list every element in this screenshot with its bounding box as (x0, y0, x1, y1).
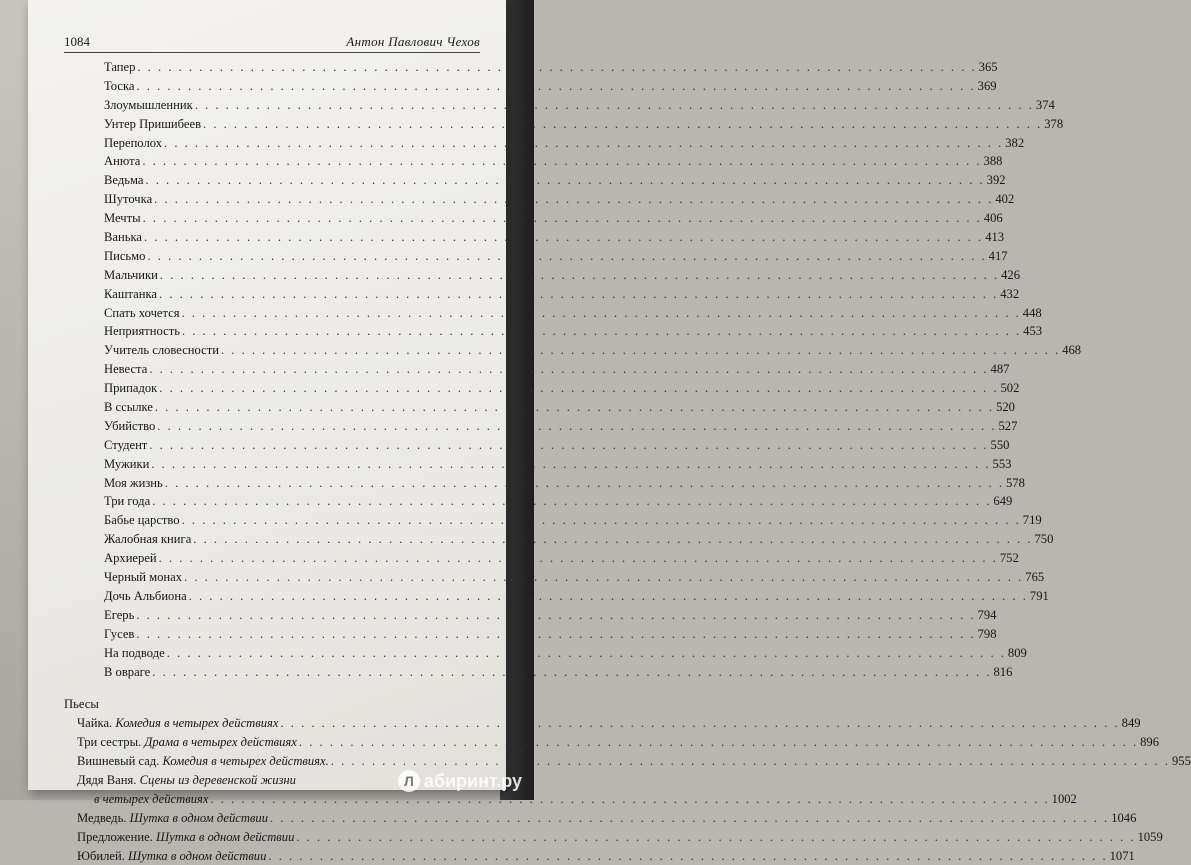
stories-list (64, 58, 1082, 681)
entry-title: Гусев (104, 626, 135, 641)
leader-dots (270, 809, 1109, 828)
entry-title: Ведьма (104, 173, 144, 188)
entry-page: 426 (1001, 267, 1020, 282)
entry-title: Спать хочется (104, 305, 180, 320)
entry-title: Студент (104, 437, 148, 452)
leader-dots (149, 360, 988, 379)
toc-entry (64, 549, 1019, 568)
toc-entry (64, 115, 1064, 134)
leader-dots (331, 752, 1170, 771)
leader-dots (143, 209, 982, 228)
leader-dots (182, 511, 1021, 530)
entry-title: Три сестры. (77, 735, 142, 750)
toc-entry (64, 752, 1191, 771)
leader-dots (159, 285, 998, 304)
leader-dots (210, 790, 1049, 809)
leader-dots (296, 828, 1135, 847)
entry-subtitle: Комедия в четырех действиях. (162, 754, 329, 769)
toc-entry (64, 360, 1010, 379)
toc-entry (64, 714, 1141, 733)
leader-dots (268, 847, 1107, 865)
leader-dots (160, 266, 999, 285)
entry-page: 382 (1005, 135, 1025, 150)
entry-title: Учитель словесности (104, 343, 219, 358)
toc-entry (64, 474, 1025, 493)
toc-entry (64, 455, 1012, 474)
entry-page: 896 (1140, 735, 1159, 750)
plays-heading: Пьесы (64, 697, 99, 712)
leader-dots (137, 58, 976, 77)
toc-entry (64, 228, 1005, 247)
leader-dots (203, 115, 1042, 134)
author-name: Антон Павлович Чехов (346, 34, 480, 49)
toc-entry (64, 436, 1010, 455)
leader-dots (142, 152, 981, 171)
toc-entry (64, 304, 1042, 323)
toc-entry (64, 247, 1008, 266)
entry-title: Бабье царство (104, 513, 180, 528)
entry-title: Три года (104, 494, 151, 509)
entry-page: 448 (1022, 305, 1042, 320)
entry-title: Дочь Альбиона (104, 588, 187, 603)
book-page (28, 0, 1191, 863)
entry-title: Анюта (104, 154, 141, 169)
entry-title: Черный монах (104, 570, 183, 585)
toc-entry (64, 568, 1045, 587)
entry-title: Медведь. (77, 810, 127, 825)
toc-entry (64, 530, 1054, 549)
entry-title: В ссылке (104, 400, 153, 415)
leader-dots (136, 77, 975, 96)
entry-title: Предложение. (77, 829, 153, 844)
leader-dots (149, 436, 988, 455)
leader-dots (136, 625, 975, 644)
toc-entry-continuation (64, 790, 1077, 809)
toc-entry (64, 322, 1043, 341)
entry-subtitle: Комедия в четырех действиях (115, 716, 279, 731)
leader-dots (144, 228, 983, 247)
entry-page: 798 (977, 626, 997, 641)
entry-page: 809 (1007, 645, 1027, 660)
entry-subtitle: Сцены из деревенской жизни (139, 772, 296, 787)
entry-title: Убийство (104, 418, 156, 433)
running-header (64, 30, 480, 53)
entry-subtitle: Драма в четырех действиях (144, 735, 297, 750)
toc-entry (64, 152, 1003, 171)
entry-title: Архиерей (104, 551, 157, 566)
entry-page: 1071 (1109, 848, 1135, 863)
toc-entry (64, 847, 1135, 865)
toc-entry (64, 492, 1013, 511)
watermark-text: абиринт.ру (423, 770, 522, 791)
entry-page: 374 (1035, 97, 1055, 112)
entry-page: 553 (992, 456, 1012, 471)
entry-title: Невеста (104, 362, 148, 377)
leader-dots (159, 379, 998, 398)
toc-entry (64, 134, 1025, 153)
entry-page: 1002 (1051, 791, 1077, 806)
entry-title: Жалобная книга (104, 532, 192, 547)
leader-dots (151, 455, 990, 474)
toc-entry (64, 285, 1020, 304)
leader-dots (193, 530, 1032, 549)
page-number: 1084 (64, 34, 90, 49)
toc-entry (64, 828, 1163, 847)
entry-subtitle: в четырех действиях (94, 791, 209, 806)
leader-dots (165, 474, 1004, 493)
entry-page: 392 (986, 173, 1006, 188)
toc-entry (64, 209, 1003, 228)
entry-title: Каштанка (104, 286, 158, 301)
toc-entry (64, 809, 1137, 828)
entry-title: Вишневый сад. (77, 754, 160, 769)
entry-title: Чайка. (77, 716, 113, 731)
toc-entry (64, 266, 1020, 285)
toc-entry (64, 58, 998, 77)
entry-title: На подводе (104, 645, 165, 660)
leader-dots (299, 733, 1138, 752)
toc-entry (64, 398, 1015, 417)
toc-entry (64, 96, 1055, 115)
entry-page: 719 (1022, 513, 1042, 528)
entry-title: Моя жизнь (104, 475, 163, 490)
entry-page: 365 (978, 60, 998, 74)
entry-title: Мечты (104, 211, 141, 226)
entry-page: 402 (995, 192, 1015, 207)
toc-entry (64, 171, 1006, 190)
leader-dots (164, 134, 1003, 153)
leader-dots (221, 341, 1060, 360)
entry-page: 752 (999, 551, 1019, 566)
entry-title: Злоумышленник (104, 97, 193, 112)
entry-page: 520 (996, 400, 1015, 415)
entry-page: 388 (983, 154, 1003, 169)
entry-page: 765 (1025, 570, 1045, 585)
entry-title: Шуточка (104, 192, 153, 207)
entry-page: 378 (1044, 116, 1064, 131)
toc-entry (64, 341, 1082, 360)
entry-page: 750 (1034, 532, 1054, 547)
entry-page: 550 (990, 437, 1010, 452)
leader-dots (189, 587, 1028, 606)
entry-page: 468 (1062, 343, 1082, 358)
table-of-contents (64, 58, 1191, 865)
entry-page: 649 (993, 494, 1013, 509)
entry-page: 849 (1121, 716, 1141, 731)
entry-title: Егерь (104, 607, 135, 622)
entry-page: 417 (988, 248, 1008, 263)
entry-title: Неприятность (104, 324, 180, 339)
toc-entry (64, 663, 1013, 682)
leader-dots (154, 190, 993, 209)
toc-entry (64, 625, 997, 644)
entry-page: 487 (990, 362, 1010, 377)
entry-page: 527 (998, 418, 1018, 433)
watermark (398, 770, 522, 792)
entry-title: Переполох (104, 135, 163, 150)
leader-dots (157, 417, 996, 436)
entry-page: 413 (985, 230, 1005, 245)
toc-entry (64, 379, 1020, 398)
entry-subtitle: Шутка в одном действии (156, 829, 295, 844)
entry-title: Мужики (104, 456, 150, 471)
toc-entry (64, 733, 1159, 752)
toc-entry (64, 644, 1027, 663)
toc-entry (64, 417, 1018, 436)
leader-dots (136, 606, 975, 625)
leader-dots (152, 663, 991, 682)
entry-subtitle: Шутка в одном действии (129, 810, 268, 825)
entry-title: Тоска (104, 78, 135, 93)
entry-page: 794 (977, 607, 997, 622)
entry-title: Мальчики (104, 267, 158, 282)
entry-title: Письмо (104, 248, 146, 263)
leader-dots (280, 714, 1119, 733)
toc-entry (64, 511, 1042, 530)
entry-subtitle: Шутка в одном действии (128, 848, 267, 863)
toc-entry (64, 77, 997, 96)
entry-page: 502 (1000, 381, 1020, 396)
entry-page: 406 (983, 211, 1003, 226)
entry-page: 816 (993, 664, 1013, 679)
entry-page: 578 (1005, 475, 1025, 490)
entry-title: Юбилей. (77, 848, 125, 863)
entry-page: 791 (1029, 588, 1049, 603)
entry-page: 453 (1023, 324, 1043, 339)
leader-dots (155, 398, 994, 417)
entry-title: Припадок (104, 381, 158, 396)
entry-page: 1046 (1111, 810, 1137, 825)
entry-title: Ванька (104, 230, 142, 245)
leader-dots (195, 96, 1034, 115)
leader-dots (184, 568, 1023, 587)
labirint-logo-icon: Л (398, 770, 420, 792)
entry-page: 1059 (1137, 829, 1163, 844)
leader-dots (145, 171, 984, 190)
leader-dots (152, 492, 991, 511)
entry-page: 955 (1171, 754, 1191, 769)
leader-dots (182, 304, 1021, 323)
leader-dots (182, 322, 1021, 341)
entry-title: Тапер (104, 60, 136, 74)
leader-dots (147, 247, 986, 266)
leader-dots (167, 644, 1006, 663)
toc-entry (64, 587, 1049, 606)
entry-page: 369 (977, 78, 997, 93)
entry-title: Унтер Пришибеев (104, 116, 202, 131)
toc-entry (64, 606, 997, 625)
entry-page: 432 (1000, 286, 1020, 301)
leader-dots (159, 549, 998, 568)
entry-title: Дядя Ваня. (77, 772, 137, 787)
toc-entry (64, 190, 1015, 209)
entry-title: В овраге (104, 664, 151, 679)
